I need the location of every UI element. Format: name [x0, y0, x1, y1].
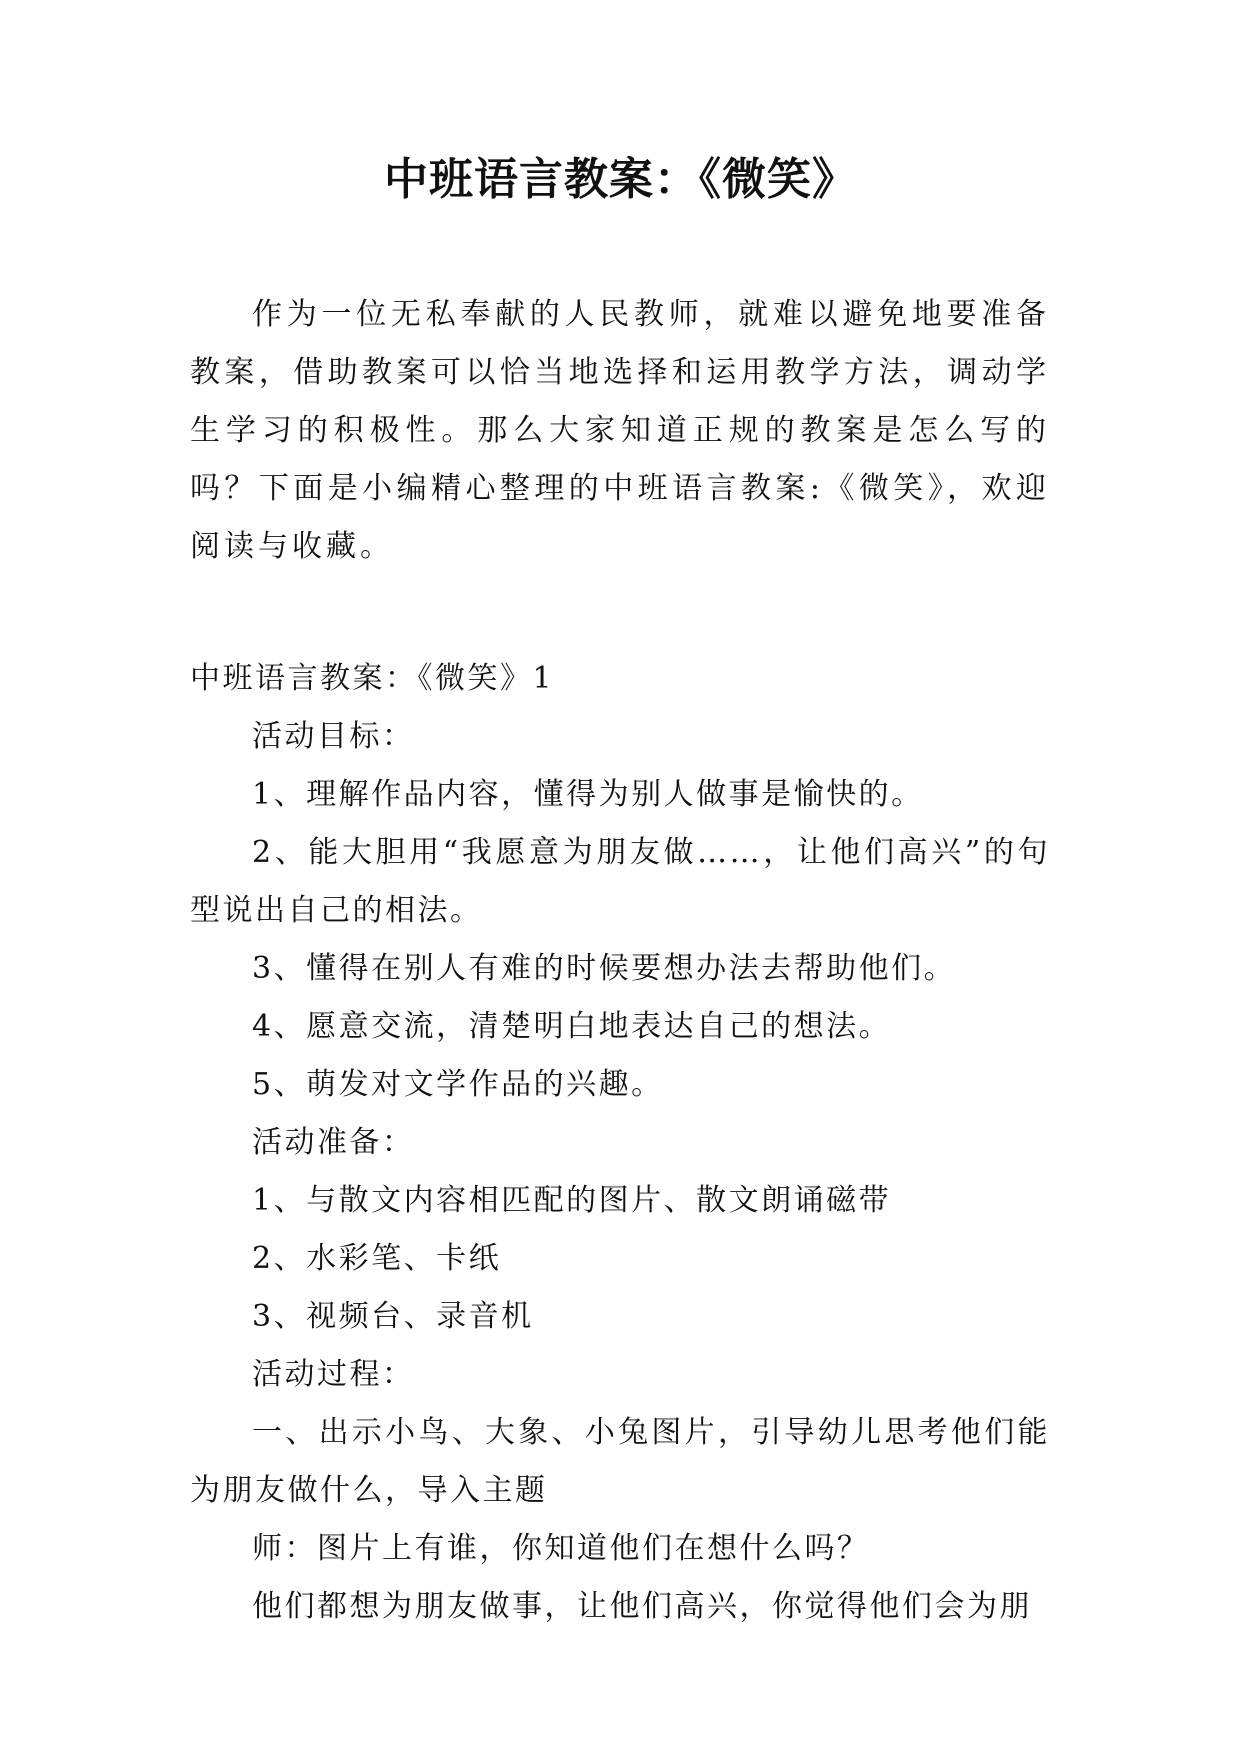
- goal-item: 4、愿意交流，清楚明白地表达自己的想法。: [252, 1009, 892, 1044]
- prep-item: 3、视频台、录音机: [252, 1299, 534, 1334]
- goal-item: 3、懂得在别人有难的时候要想办法去帮助他们。: [252, 951, 957, 986]
- section-heading: 中班语言教案：《微笑》1: [190, 661, 555, 696]
- process-heading: 活动过程：: [252, 1357, 415, 1392]
- goals-heading: 活动目标：: [252, 719, 415, 754]
- goal-item: 5、萌发对文学作品的兴趣。: [252, 1067, 664, 1102]
- goal-item: 2、能大胆用“我愿意为朋友做……，让他们高兴”的句型说出自己的相法。: [190, 835, 1050, 928]
- goal-item: 1、理解作品内容，懂得为别人做事是愉快的。: [252, 777, 924, 812]
- intro-paragraph: 作为一位无私奉献的人民教师，就难以避免地要准备教案，借助教案可以恰当地选择和运用教学方法，调动学生学习的积极性。那么大家知道正规的教案是怎么写的吗？下面是小编精心整理的中班语言教案:《微笑》，欢迎阅读与收藏。: [190, 297, 1050, 564]
- process-item: 他们都想为朋友做事，让他们高兴，你觉得他们会为朋: [252, 1589, 1032, 1624]
- document-title: 中班语言教案：《微笑》: [384, 154, 857, 205]
- document-body: [190, 286, 1050, 1636]
- prep-heading: 活动准备：: [252, 1125, 415, 1160]
- process-item: 师：图片上有谁，你知道他们在想什么吗？: [252, 1531, 870, 1566]
- prep-item: 1、与散文内容相匹配的图片、散文朗诵磁带: [252, 1183, 892, 1218]
- prep-item: 2、水彩笔、卡纸: [252, 1241, 502, 1276]
- process-item: 一、出示小鸟、大象、小兔图片，引导幼儿思考他们能为朋友做什么，导入主题: [190, 1415, 1050, 1508]
